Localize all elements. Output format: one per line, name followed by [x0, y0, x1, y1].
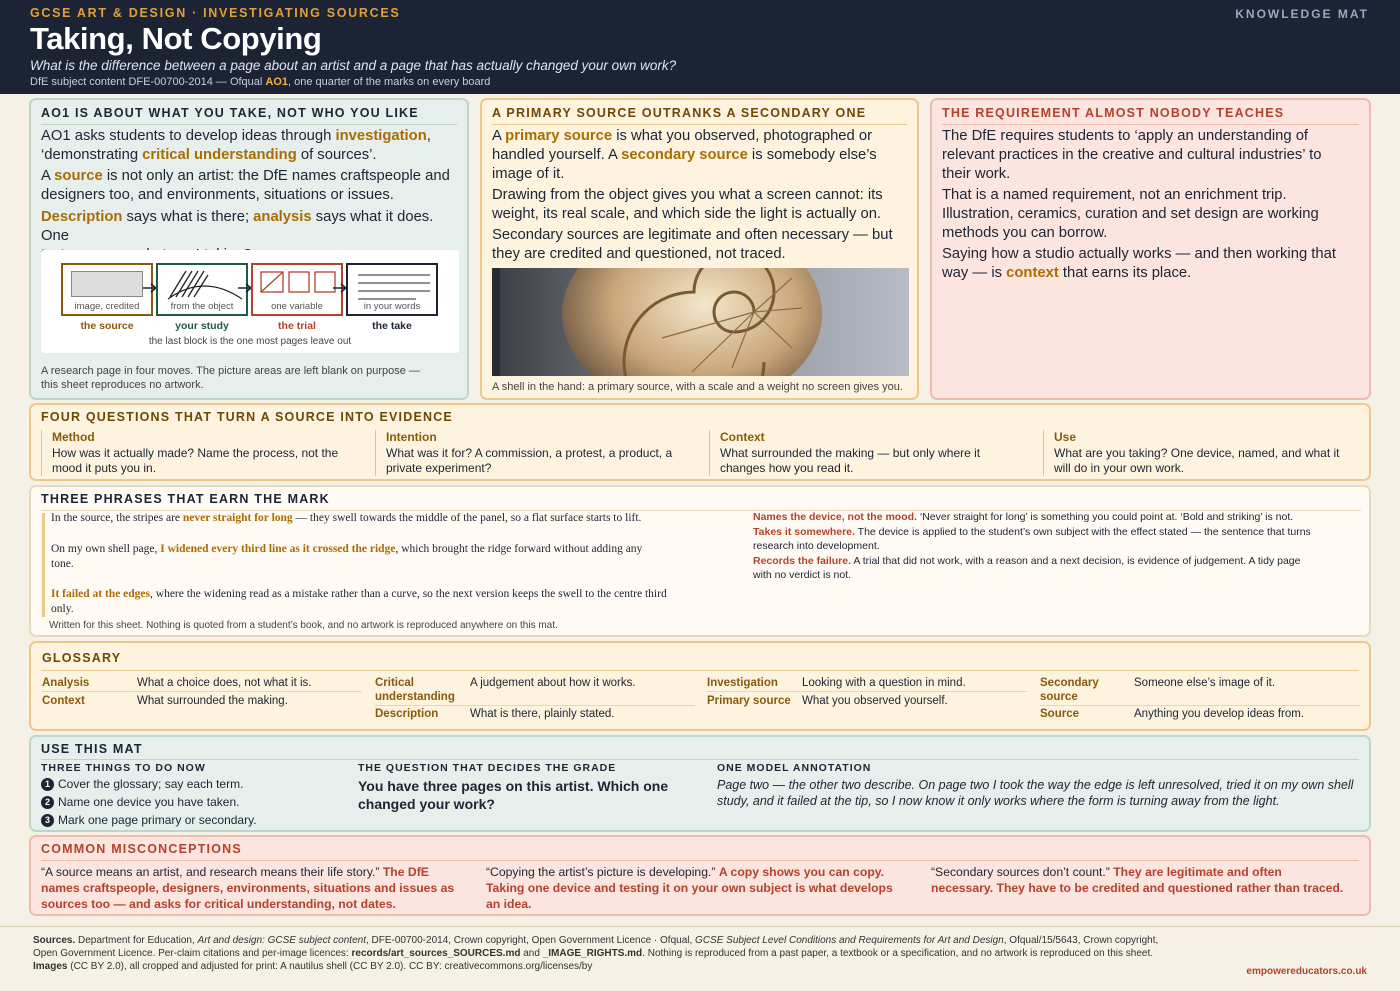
photo-caption: A shell in the hand: a primary source, with a scale and a weight no screen gives you.: [492, 381, 903, 393]
phrases-heading: THREE PHRASES THAT EARN THE MARK: [41, 492, 330, 506]
kicker: GCSE ART & DESIGN · INVESTIGATING SOURCES: [30, 6, 401, 20]
phrase-sentence-2: On my own shell page, I widened every third line as it crossed the ridge, which brought the ridge forward without adding any tone.: [51, 543, 643, 570]
primary-para-2: Drawing from the object gives you what a screen cannot: its weight, its real scale, and which side the light is actually on.: [492, 187, 883, 222]
glossary-term: Source: [1040, 708, 1079, 720]
question-method: Method How was it actually made? Name the process, not the mood it puts you in.: [41, 430, 361, 476]
misconception-1: “A source means an artist, and research means their life story.” The DfE names craftspeople, designers, environments, situations and issues as sources too — and asks for critical understanding, not dates.: [41, 865, 455, 911]
question-use: Use What are you taking? One device, named, and what it will do in your own work.: [1043, 430, 1363, 476]
phrase-note-2: Takes it somewhere. The device is applied to the student’s own subject with the effect stated — the sentence that turns research into development.: [753, 526, 1311, 552]
research-page-diagram: image, credited from the object one variable in your words the source your study the trial the take the last block is the one most pages leave out: [41, 250, 459, 353]
site-link[interactable]: empowereducators.co.uk: [1246, 966, 1367, 977]
grade-question-heading: THE QUESTION THAT DECIDES THE GRADE: [358, 762, 617, 774]
ao1-panel: [29, 98, 469, 400]
glossary-def: What is there, plainly stated.: [470, 708, 615, 720]
four-questions-panel: [29, 403, 1371, 481]
diagram-box-take: in your words: [346, 263, 438, 316]
glossary-panel: [29, 641, 1371, 731]
phrase-note-3: Records the failure. A trial that did not work, with a reason and a next decision, is evidence of judgement. A tidy page with no verdict is not.: [753, 555, 1301, 581]
diagram-box-trial: one variable: [251, 263, 343, 316]
question-intention: Intention What was it for? A commission, a protest, a product, a private experiment?: [375, 430, 695, 476]
primary-heading: A PRIMARY SOURCE OUTRANKS A SECONDARY ONE: [492, 106, 867, 120]
page-subtitle: What is the difference between a page about an artist and a page that has actually changed your own work?: [30, 58, 677, 73]
model-annotation-heading: ONE MODEL ANNOTATION: [717, 762, 872, 774]
glossary-def: A judgement about how it works.: [470, 677, 636, 689]
study-sketch-icon: [164, 269, 244, 303]
model-annotation: Page two — the other two describe. On page two I took the way the edge is left unresolved, tried it on my own shell study, and it failed at the tip, so I now know it only works where the form is turning away from the light.: [717, 778, 1354, 808]
misconceptions-heading: COMMON MISCONCEPTIONS: [41, 842, 242, 856]
glossary-def: What surrounded the making.: [137, 695, 288, 707]
header: [0, 0, 1400, 94]
ao1-para-3: Description says what is there; analysis says what it does. One: [41, 209, 434, 244]
grade-question: You have three pages on this artist. Which one changed your work?: [358, 778, 669, 812]
question-context: Context What surrounded the making — but only where it changes how you read it.: [709, 430, 1029, 476]
ao1-para-2: A source is not only an artist: the DfE names craftspeople and designers too, and environments, situations or issues.: [41, 168, 450, 203]
primary-para-3: Secondary sources are legitimate and often necessary — but they are credited and questioned, not traced.: [492, 227, 893, 262]
diagram-box-source: image, credited: [61, 263, 153, 316]
nautilus-shell-photo: [492, 268, 909, 376]
use-this-mat-panel: [29, 735, 1371, 832]
use-heading: USE THIS MAT: [41, 742, 143, 756]
ao1-caption: A research page in four moves. The picture areas are left blank on purpose — this sheet reproduces no artwork.: [41, 365, 420, 391]
phrase-note-1: Names the device, not the mood. ‘Never straight for long’ is something you could point at. ‘Bold and striking’ is not.: [753, 511, 1294, 523]
glossary-term: Primary source: [707, 695, 791, 707]
glossary-def: Anything you develop ideas from.: [1134, 708, 1305, 720]
things-to-do-heading: THREE THINGS TO DO NOW: [41, 762, 206, 774]
glossary-term: Context: [42, 695, 85, 707]
glossary-def: What you observed yourself.: [802, 695, 948, 707]
step-1: 1 Cover the glossary; say each term.: [41, 777, 243, 792]
ao1-para-1: AO1 asks students to develop ideas through investigation, ‘demonstrating critical understanding of sources’.: [41, 128, 431, 163]
phrase-sentence-3: It failed at the edges, where the widening read as a mistake rather than a curve, so the next version keeps the swell to the centre third only.: [51, 588, 667, 615]
questions-heading: FOUR QUESTIONS THAT TURN A SOURCE INTO EVIDENCE: [41, 410, 453, 424]
glossary-term: Investigation: [707, 677, 778, 689]
ao1-heading: AO1 IS ABOUT WHAT YOU TAKE, NOT WHO YOU LIKE: [41, 106, 419, 120]
primary-source-panel: [480, 98, 919, 400]
glossary-term: Secondary source: [1040, 677, 1099, 703]
glossary-def: Looking with a question in mind.: [802, 677, 966, 689]
requirement-para-2: That is a named requirement, not an enrichment trip. Illustration, ceramics, curation and set design are working methods you can borrow.: [942, 187, 1319, 241]
glossary-term: Description: [375, 708, 439, 720]
requirement-para-1: The DfE requires students to ‘apply an understanding of relevant practices in the creative and cultural industries’ to their work.: [942, 128, 1322, 182]
phrases-caption: Written for this sheet. Nothing is quoted from a student’s book, and no artwork is reproduced anywhere on this mat.: [49, 620, 558, 631]
glossary-heading: GLOSSARY: [42, 651, 122, 665]
misconceptions-panel: [29, 835, 1371, 916]
step-2: 2 Name one device you have taken.: [41, 795, 239, 810]
requirement-panel: [930, 98, 1371, 400]
glossary-def: What a choice does, not what it is.: [137, 677, 312, 689]
trial-squares-icon: [259, 269, 339, 297]
header-meta: DfE subject content DFE-00700-2014 — Ofqual AO1, one quarter of the marks on every board: [30, 76, 491, 88]
glossary-def: Someone else’s image of it.: [1134, 677, 1276, 689]
step-3: 3 Mark one page primary or secondary.: [41, 813, 257, 828]
requirement-heading: THE REQUIREMENT ALMOST NOBODY TEACHES: [942, 106, 1285, 120]
glossary-term: Analysis: [42, 677, 90, 689]
mat-label: KNOWLEDGE MAT: [1235, 7, 1369, 21]
primary-para-1: A primary source is what you observed, photographed or handled yourself. A secondary source is somebody else’s image of it.: [492, 128, 877, 182]
diagram-box-study: from the object: [156, 263, 248, 316]
page-title: Taking, Not Copying: [30, 21, 322, 56]
misconception-2: “Copying the artist’s picture is developing.” A copy shows you can copy. Taking one device and testing it on your own subject is what develops an idea.: [486, 865, 893, 911]
sources-footer: Sources. Department for Education, Art and design: GCSE subject content, DFE-00700-2014, Crown copyright, Open Government Licence · Ofqual, GCSE Subject Level Conditions and Requirements for Art and Design, Ofqual/15/5643, Crown copyright, Open Government Licence. Per-claim citations and per-image licences: records/art_sources_SOURCES.md and _IMAGE_RIGHTS.md. Nothing is reproduced from a past paper, a textbook or a specification, and no artwork is reproduced on this sheet. Images (CC BY 2.0), all cropped and adjusted for print: A nautilus shell (CC BY 2.0). CC BY: creativecommons.org/licenses/by: [33, 935, 1159, 972]
phrase-sentence-1: In the source, the stripes are never straight for long — they swell towards the middle of the panel, so a flat surface starts to lift.: [51, 512, 642, 524]
requirement-para-3: Saying how a studio actually works — and then working that way — is context that earns its place.: [942, 246, 1336, 281]
diagram-note: the last block is the one most pages leave out: [148, 336, 352, 347]
three-phrases-panel: [29, 485, 1371, 637]
misconception-3: “Secondary sources don’t count.” They are legitimate and often necessary. They have to be credited and questioned rather than traced.: [931, 865, 1344, 895]
glossary-term: Critical understanding: [375, 677, 455, 703]
